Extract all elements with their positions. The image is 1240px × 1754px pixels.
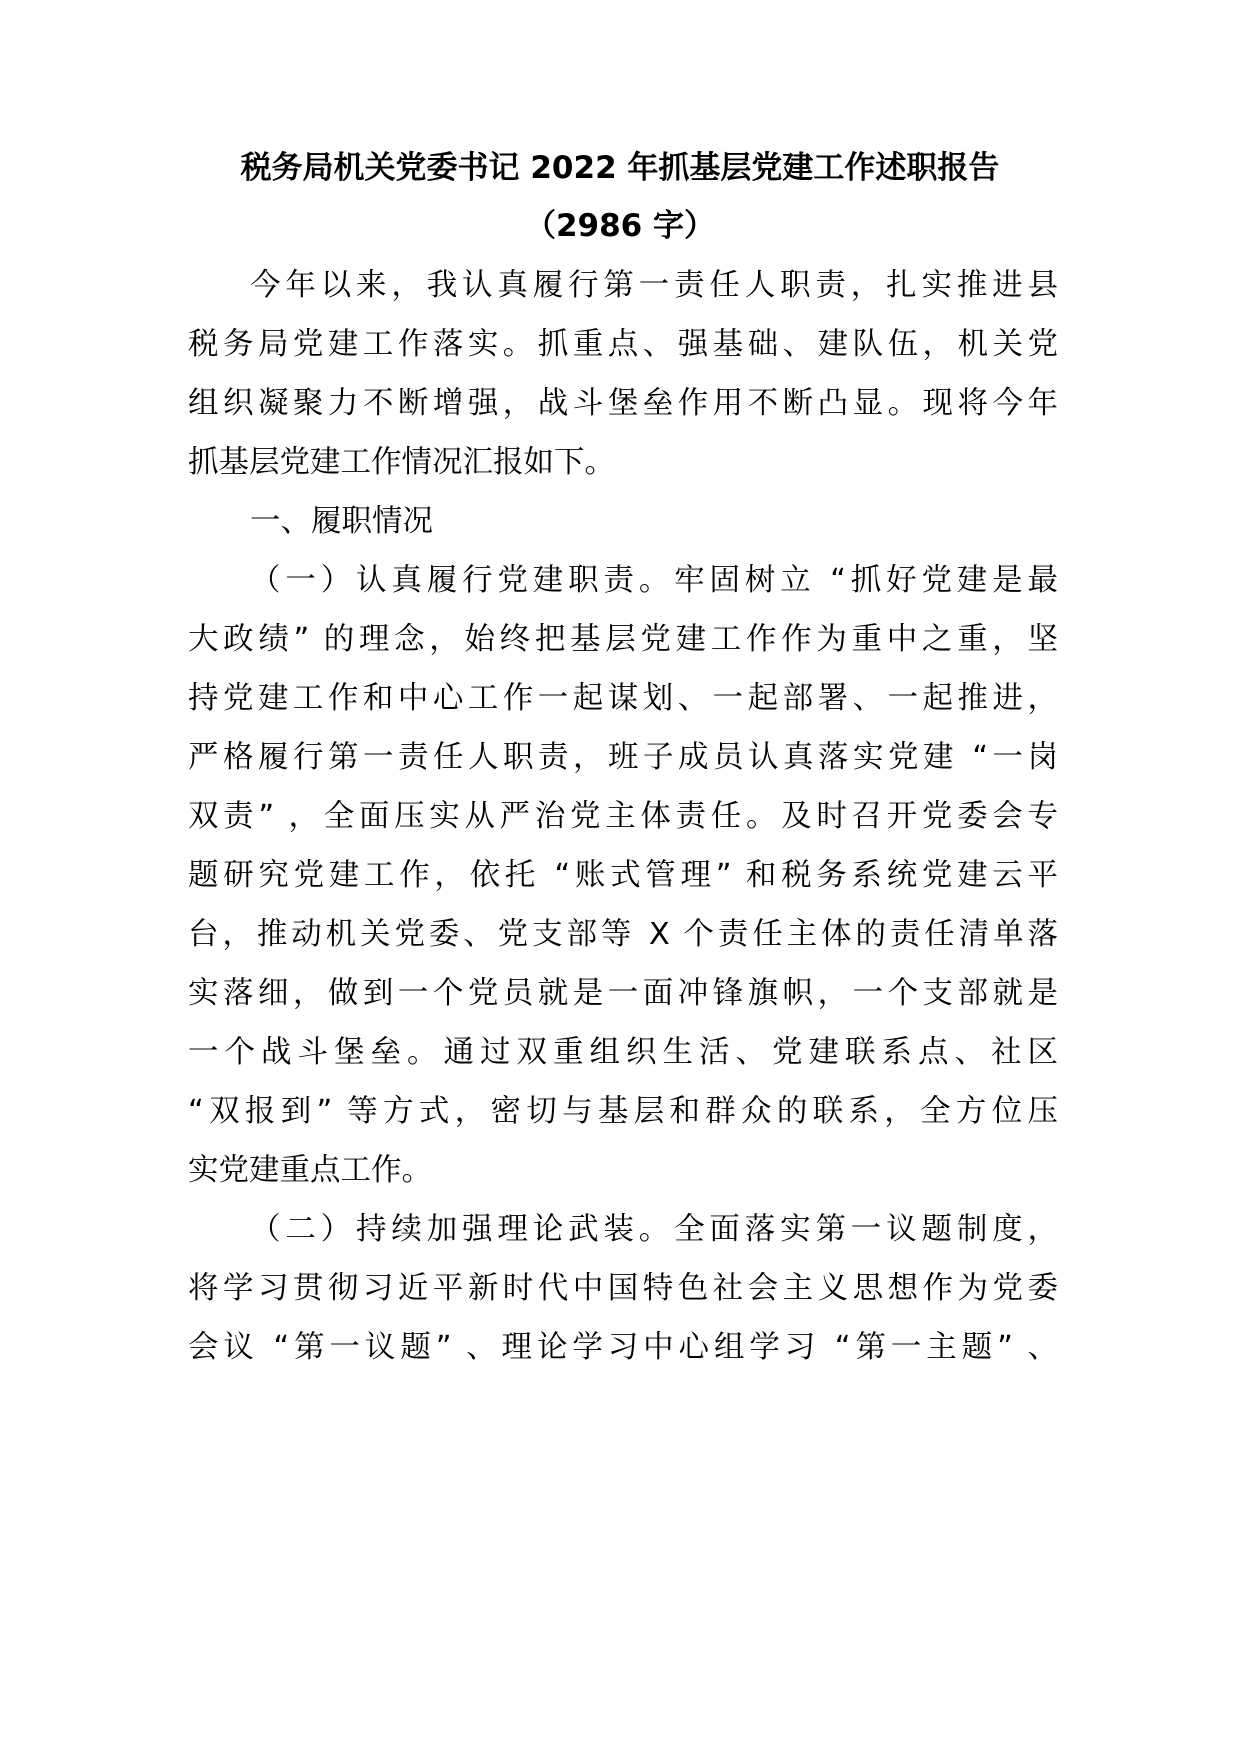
subsection-1-line-5: 双责” ，全面压实从严治党主体责任。及时召开党委会专: [188, 799, 1058, 834]
intro-paragraph-line-1: 今年以来，我认真履行第一责任人职责，扎实推进县: [250, 268, 1058, 303]
subsection-1-line-3: 持党建工作和中心工作一起谋划、一起部署、一起推进，: [188, 681, 1058, 716]
subsection-1-line-9: 一个战斗堡垒。通过双重组织生活、党建联系点、社区: [188, 1035, 1058, 1070]
subsection-2-line-3: 会议 “第一议题” 、理论学习中心组学习 “第一主题” 、: [188, 1330, 1058, 1365]
subsection-2-line-1: （二）持续加强理论武装。全面落实第一议题制度，: [250, 1212, 1058, 1247]
subsection-1-line-10: “双报到” 等方式，密切与基层和群众的联系，全方位压: [188, 1094, 1058, 1129]
intro-paragraph-line-3: 组织凝聚力不断增强，战斗堡垒作用不断凸显。现将今年: [188, 386, 1058, 421]
intro-paragraph-line-2: 税务局党建工作落实。抓重点、强基础、建队伍，机关党: [188, 327, 1058, 362]
subsection-1-line-4: 严格履行第一责任人职责，班子成员认真落实党建 “一岗: [188, 740, 1058, 775]
subsection-1-line-1: （一）认真履行党建职责。牢固树立 “抓好党建是最: [250, 563, 1058, 598]
subsection-1-line-6: 题研究党建工作，依托 “账式管理” 和税务系统党建云平: [188, 858, 1058, 893]
document-title: 税务局机关党委书记 2022 年抓基层党建工作述职报告: [240, 150, 1000, 186]
subsection-1-line-2: 大政绩” 的理念，始终把基层党建工作作为重中之重，坚: [188, 622, 1058, 657]
subsection-1-line-8: 实落细，做到一个党员就是一面冲锋旗帜，一个支部就是: [188, 976, 1058, 1011]
subsection-1-line-11: 实党建重点工作。: [188, 1153, 432, 1188]
subsection-1-line-7: 台，推动机关党委、党支部等 X 个责任主体的责任清单落: [188, 917, 1058, 952]
intro-paragraph-line-4: 抓基层党建工作情况汇报如下。: [188, 445, 615, 480]
document-subtitle-word-count: （2986 字）: [524, 208, 716, 244]
subsection-2-line-2: 将学习贯彻习近平新时代中国特色社会主义思想作为党委: [188, 1271, 1058, 1306]
section-heading-1: 一、履职情况: [250, 504, 433, 539]
